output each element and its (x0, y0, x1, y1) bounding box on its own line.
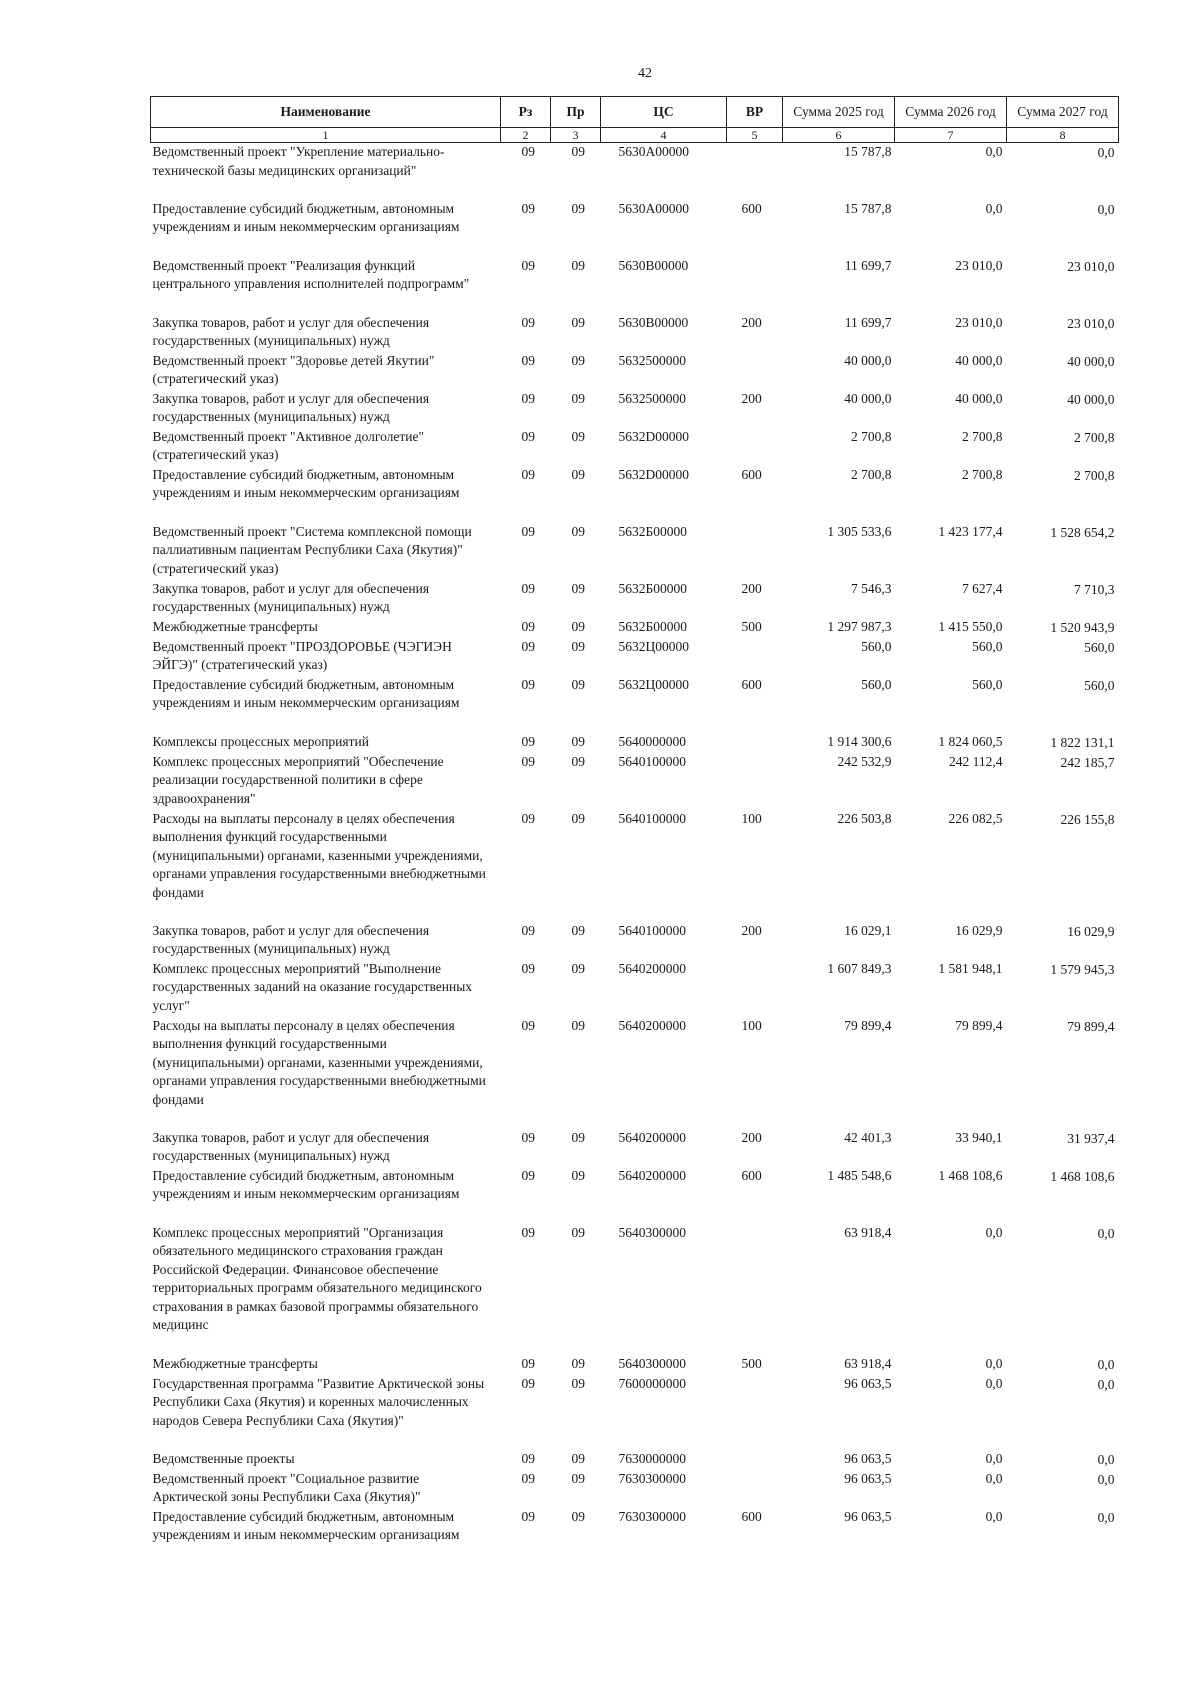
row-vr: 200 (741, 390, 762, 406)
row-sum-2025: 40 000,0 (844, 390, 892, 406)
header-rz: Рз (501, 97, 551, 128)
row-sum-2025: 96 063,5 (844, 1508, 892, 1524)
row-vr: 600 (741, 200, 762, 216)
row-vr: 600 (741, 676, 762, 692)
row-cs: 5640200000 (618, 1017, 686, 1033)
page-number: 42 (638, 66, 652, 81)
row-cs: 5640300000 (618, 1355, 686, 1371)
row-pr: 09 (571, 257, 585, 273)
row-vr: 600 (741, 1167, 762, 1183)
row-vr (727, 638, 783, 676)
row-rz: 09 (521, 1224, 535, 1240)
row-name: Ведомственный проект "Реализация функций центрального управления исполнителей подпрограмм" (152, 257, 470, 291)
row-vr (727, 352, 783, 390)
row-cs: 5640100000 (618, 753, 686, 769)
table-row (151, 200, 1119, 257)
row-sum-2027: 1 520 943,9 (1050, 619, 1115, 635)
row-sum-2027: 242 185,7 (1060, 754, 1115, 770)
row-vr: 100 (741, 1017, 762, 1033)
column-number: 5 (727, 128, 783, 143)
row-sum-2027: 226 155,8 (1060, 811, 1115, 827)
row-vr (727, 733, 783, 753)
row-rz: 09 (521, 200, 535, 216)
row-pr: 09 (571, 352, 585, 368)
row-cs: 5632D00000 (618, 466, 689, 482)
row-pr: 09 (571, 810, 585, 826)
table-row (151, 922, 1119, 960)
row-rz: 09 (521, 1129, 535, 1145)
row-sum-2025: 242 532,9 (837, 753, 892, 769)
header-vr: ВР (727, 97, 783, 128)
row-cs: 5640000000 (618, 733, 686, 749)
row-cs: 5632500000 (618, 352, 686, 368)
row-pr: 09 (571, 1129, 585, 1145)
row-rz: 09 (521, 144, 535, 159)
row-cs: 5630А00000 (618, 144, 689, 159)
row-sum-2026: 560,0 (972, 638, 1003, 654)
row-sum-2027: 1 822 131,1 (1050, 734, 1115, 750)
row-sum-2026: 23 010,0 (955, 257, 1003, 273)
row-pr: 09 (571, 676, 585, 692)
row-name: Комплексы процессных мероприятий (152, 733, 369, 749)
row-name: Закупка товаров, работ и услуг для обеспечения государственных (муниципальных) нужд (152, 390, 430, 424)
table-row (151, 810, 1119, 922)
row-sum-2027: 0,0 (1097, 1356, 1115, 1372)
row-name: Предоставление субсидий бюджетным, автономным учреждениям и иным некоммерческим организациям (152, 676, 460, 710)
row-sum-2025: 15 787,8 (844, 144, 892, 159)
row-sum-2027: 1 579 945,3 (1050, 961, 1115, 977)
row-vr: 200 (741, 922, 762, 938)
row-name: Ведомственный проект "Укрепление материально-технической базы медицинских организаций" (152, 144, 445, 178)
row-cs: 5640300000 (618, 1224, 686, 1240)
row-rz: 09 (521, 676, 535, 692)
row-rz: 09 (521, 960, 535, 976)
row-cs: 5632500000 (618, 390, 686, 406)
row-pr: 09 (571, 960, 585, 976)
row-sum-2026: 16 029,9 (955, 922, 1003, 938)
table-row (151, 1355, 1119, 1375)
row-cs: 5640200000 (618, 960, 686, 976)
row-rz: 09 (521, 352, 535, 368)
row-sum-2025: 79 899,4 (844, 1017, 892, 1033)
row-sum-2025: 63 918,4 (844, 1224, 892, 1240)
row-sum-2027: 560,0 (1084, 677, 1115, 693)
row-sum-2026: 0,0 (985, 144, 1003, 159)
row-name: Межбюджетные трансферты (152, 618, 318, 634)
row-sum-2026: 1 468 108,6 (938, 1167, 1003, 1183)
row-vr (727, 143, 783, 200)
table-row (151, 523, 1119, 580)
row-pr: 09 (571, 580, 585, 596)
table-row (151, 352, 1119, 390)
row-sum-2025: 1 297 987,3 (827, 618, 892, 634)
header-sum-2026: Сумма 2026 год (895, 97, 1007, 128)
row-pr: 09 (571, 1375, 585, 1391)
row-pr: 09 (571, 523, 585, 539)
row-vr (727, 523, 783, 580)
row-cs: 7630300000 (618, 1470, 686, 1486)
row-pr: 09 (571, 618, 585, 634)
row-sum-2025: 15 787,8 (844, 200, 892, 216)
row-cs: 5632Б00000 (618, 580, 688, 596)
table-row (151, 1450, 1119, 1470)
row-pr: 09 (571, 753, 585, 769)
row-sum-2027: 23 010,0 (1067, 315, 1115, 331)
header-name: Наименование (151, 97, 501, 128)
row-name: Ведомственный проект "Здоровье детей Якутии" (стратегический указ) (152, 352, 435, 386)
row-name: Закупка товаров, работ и услуг для обеспечения государственных (муниципальных) нужд (152, 580, 430, 614)
row-sum-2025: 560,0 (861, 638, 892, 654)
row-sum-2026: 79 899,4 (955, 1017, 1003, 1033)
row-sum-2027: 79 899,4 (1067, 1018, 1115, 1034)
row-cs: 5640100000 (618, 922, 686, 938)
row-sum-2026: 0,0 (985, 200, 1003, 216)
table-row (151, 618, 1119, 638)
row-name: Ведомственный проект "Социальное развитие Арктической зоны Республики Саха (Якутия)" (152, 1470, 421, 1504)
row-vr (727, 428, 783, 466)
row-vr: 200 (741, 580, 762, 596)
row-sum-2026: 1 581 948,1 (938, 960, 1003, 976)
row-pr: 09 (571, 144, 585, 159)
row-rz: 09 (521, 753, 535, 769)
row-rz: 09 (521, 1450, 535, 1466)
row-sum-2027: 0,0 (1097, 1225, 1115, 1241)
row-sum-2025: 7 546,3 (851, 580, 892, 596)
row-sum-2027: 23 010,0 (1067, 258, 1115, 274)
row-sum-2027: 0,0 (1097, 1376, 1115, 1392)
row-name: Предоставление субсидий бюджетным, автономным учреждениям и иным некоммерческим организациям (152, 200, 460, 234)
row-sum-2027: 1 528 654,2 (1050, 524, 1115, 540)
row-sum-2026: 40 000,0 (955, 390, 1003, 406)
row-rz: 09 (521, 1167, 535, 1183)
row-sum-2026: 0,0 (985, 1508, 1003, 1524)
budget-table (150, 96, 1119, 1546)
row-name: Расходы на выплаты персоналу в целях обеспечения выполнения функций государственными (муниципальными) органами, казенными учреждениями, органами управления государственными внебюджетными фондами (152, 1017, 486, 1107)
row-sum-2026: 33 940,1 (955, 1129, 1003, 1145)
row-vr: 600 (741, 466, 762, 482)
row-cs: 5632Ц00000 (618, 676, 689, 692)
row-vr: 200 (741, 1129, 762, 1145)
column-number: 2 (501, 128, 551, 143)
table-row (151, 143, 1119, 200)
row-rz: 09 (521, 810, 535, 826)
row-sum-2025: 96 063,5 (844, 1450, 892, 1466)
row-sum-2027: 0,0 (1097, 1471, 1115, 1487)
row-sum-2026: 242 112,4 (949, 753, 1003, 769)
row-sum-2027: 0,0 (1097, 145, 1115, 160)
row-vr: 100 (741, 810, 762, 826)
row-name: Комплекс процессных мероприятий "Выполнение государственных заданий на оказание государственных услуг" (152, 960, 473, 1013)
row-sum-2026: 1 423 177,4 (938, 523, 1003, 539)
row-sum-2025: 96 063,5 (844, 1375, 892, 1391)
row-vr (727, 1450, 783, 1470)
header-pr: Пр (551, 97, 601, 128)
row-rz: 09 (521, 1017, 535, 1033)
row-cs: 7630000000 (618, 1450, 686, 1466)
row-pr: 09 (571, 466, 585, 482)
row-pr: 09 (571, 922, 585, 938)
row-sum-2026: 7 627,4 (962, 580, 1003, 596)
row-cs: 5630В00000 (618, 314, 689, 330)
row-cs: 5630А00000 (618, 200, 689, 216)
row-sum-2025: 96 063,5 (844, 1470, 892, 1486)
row-sum-2026: 560,0 (972, 676, 1003, 692)
row-rz: 09 (521, 428, 535, 444)
row-cs: 7600000000 (618, 1375, 686, 1391)
row-cs: 5632D00000 (618, 428, 689, 444)
table-row (151, 1167, 1119, 1224)
row-rz: 09 (521, 733, 535, 749)
table-header (151, 97, 1119, 143)
row-sum-2027: 1 468 108,6 (1050, 1168, 1115, 1184)
row-rz: 09 (521, 638, 535, 654)
row-sum-2027: 40 000,0 (1067, 353, 1115, 369)
table-row (151, 314, 1119, 352)
row-sum-2025: 1 607 849,3 (827, 960, 892, 976)
table-row (151, 390, 1119, 428)
row-sum-2027: 31 937,4 (1067, 1130, 1115, 1146)
row-rz: 09 (521, 257, 535, 273)
row-rz: 09 (521, 1355, 535, 1371)
table-row (151, 733, 1119, 753)
row-sum-2025: 63 918,4 (844, 1355, 892, 1371)
row-rz: 09 (521, 466, 535, 482)
header-cs: ЦС (601, 97, 727, 128)
row-rz: 09 (521, 580, 535, 596)
row-sum-2026: 0,0 (985, 1470, 1003, 1486)
table-row (151, 1129, 1119, 1167)
header-sum-2027: Сумма 2027 год (1007, 97, 1119, 128)
row-name: Государственная программа "Развитие Арктической зоны Республики Саха (Якутия) и коренных малочисленных народов Севера Республики Саха (Якутия)" (152, 1375, 485, 1428)
row-sum-2026: 1 824 060,5 (938, 733, 1003, 749)
table-row (151, 1375, 1119, 1450)
row-pr: 09 (571, 200, 585, 216)
row-name: Ведомственный проект "ПРОЗДОРОВЬЕ (ЧЭГИЭН ЭЙГЭ)" (стратегический указ) (152, 638, 452, 672)
row-rz: 09 (521, 618, 535, 634)
row-vr (727, 753, 783, 810)
row-pr: 09 (571, 638, 585, 654)
row-name: Предоставление субсидий бюджетным, автономным учреждениям и иным некоммерческим организациям (152, 466, 460, 500)
table-row (151, 257, 1119, 314)
row-pr: 09 (571, 1450, 585, 1466)
row-sum-2027: 40 000,0 (1067, 391, 1115, 407)
column-number-row (151, 128, 1119, 143)
row-vr: 500 (741, 1355, 762, 1371)
row-cs: 5640200000 (618, 1167, 686, 1183)
row-sum-2026: 0,0 (985, 1355, 1003, 1371)
row-pr: 09 (571, 1017, 585, 1033)
row-name: Межбюджетные трансферты (152, 1355, 318, 1371)
row-sum-2027: 2 700,8 (1074, 467, 1115, 483)
row-vr (727, 960, 783, 1017)
row-sum-2027: 0,0 (1097, 1451, 1115, 1467)
row-pr: 09 (571, 428, 585, 444)
column-number: 7 (895, 128, 1007, 143)
row-pr: 09 (571, 1470, 585, 1486)
row-cs: 5632Ц00000 (618, 638, 689, 654)
row-vr (727, 1375, 783, 1450)
row-sum-2026: 1 415 550,0 (938, 618, 1003, 634)
row-sum-2026: 0,0 (985, 1450, 1003, 1466)
row-pr: 09 (571, 1167, 585, 1183)
row-vr: 200 (741, 314, 762, 330)
row-pr: 09 (571, 733, 585, 749)
row-sum-2025: 2 700,8 (851, 428, 892, 444)
row-name: Предоставление субсидий бюджетным, автономным учреждениям и иным некоммерческим организациям (152, 1167, 460, 1201)
row-cs: 5630В00000 (618, 257, 689, 273)
row-sum-2027: 0,0 (1097, 201, 1115, 217)
row-sum-2026: 2 700,8 (962, 428, 1003, 444)
row-pr: 09 (571, 1508, 585, 1524)
row-sum-2025: 1 914 300,6 (827, 733, 892, 749)
table-row (151, 753, 1119, 810)
table-row (151, 960, 1119, 1017)
table-row (151, 676, 1119, 733)
table-row (151, 1470, 1119, 1508)
row-sum-2025: 11 699,7 (844, 257, 892, 273)
row-name: Закупка товаров, работ и услуг для обеспечения государственных (муниципальных) нужд (152, 1129, 430, 1163)
table-row (151, 580, 1119, 618)
header-sum-2025: Сумма 2025 год (783, 97, 895, 128)
row-sum-2026: 23 010,0 (955, 314, 1003, 330)
row-name: Ведомственный проект "Активное долголетие" (стратегический указ) (152, 428, 425, 462)
row-sum-2025: 2 700,8 (851, 466, 892, 482)
row-cs: 5640100000 (618, 810, 686, 826)
column-number: 6 (783, 128, 895, 143)
row-cs: 5632Б00000 (618, 523, 688, 539)
table-row (151, 1508, 1119, 1546)
row-sum-2026: 2 700,8 (962, 466, 1003, 482)
row-sum-2026: 226 082,5 (948, 810, 1003, 826)
row-sum-2025: 226 503,8 (837, 810, 892, 826)
column-number: 4 (601, 128, 727, 143)
row-name: Ведомственный проект "Система комплексной помощи паллиативным пациентам Республики Саха (Якутия)" (стратегический указ) (152, 523, 472, 576)
row-sum-2027: 2 700,8 (1074, 429, 1115, 445)
row-rz: 09 (521, 390, 535, 406)
row-rz: 09 (521, 1470, 535, 1486)
row-rz: 09 (521, 314, 535, 330)
row-sum-2026: 40 000,0 (955, 352, 1003, 368)
row-pr: 09 (571, 1224, 585, 1240)
row-sum-2027: 0,0 (1097, 1509, 1115, 1525)
row-name: Закупка товаров, работ и услуг для обеспечения государственных (муниципальных) нужд (152, 922, 430, 956)
column-number: 1 (151, 128, 501, 143)
row-sum-2026: 0,0 (985, 1224, 1003, 1240)
row-sum-2025: 40 000,0 (844, 352, 892, 368)
row-pr: 09 (571, 1355, 585, 1371)
row-pr: 09 (571, 390, 585, 406)
row-sum-2025: 1 485 548,6 (827, 1167, 892, 1183)
table-row (151, 1017, 1119, 1129)
row-name: Ведомственные проекты (152, 1450, 295, 1466)
row-sum-2025: 560,0 (861, 676, 892, 692)
row-sum-2025: 11 699,7 (844, 314, 892, 330)
row-vr (727, 257, 783, 314)
table-body (151, 143, 1119, 1546)
row-name: Комплекс процессных мероприятий "Организация обязательного медицинского страхования граждан Российской Федерации. Финансовое обеспечение территориальных программ обязательного медицинского страхования в рамках базовой программы обязательного медицинс (152, 1224, 482, 1332)
row-sum-2027: 7 710,3 (1074, 581, 1115, 597)
row-cs: 7630300000 (618, 1508, 686, 1524)
row-sum-2025: 42 401,3 (844, 1129, 892, 1145)
row-name: Закупка товаров, работ и услуг для обеспечения государственных (муниципальных) нужд (152, 314, 430, 348)
row-sum-2025: 16 029,1 (844, 922, 892, 938)
table-row (151, 428, 1119, 466)
row-cs: 5632Б00000 (618, 618, 688, 634)
table-row (151, 466, 1119, 523)
row-name: Комплекс процессных мероприятий "Обеспечение реализации государственной политики в сфере здравоохранения" (152, 753, 444, 806)
row-rz: 09 (521, 523, 535, 539)
row-name: Предоставление субсидий бюджетным, автономным учреждениям и иным некоммерческим организациям (152, 1508, 460, 1542)
row-rz: 09 (521, 1508, 535, 1524)
row-vr: 500 (741, 618, 762, 634)
row-pr: 09 (571, 314, 585, 330)
row-sum-2027: 16 029,9 (1067, 923, 1115, 939)
column-number: 8 (1007, 128, 1119, 143)
row-vr (727, 1224, 783, 1355)
table-row (151, 1224, 1119, 1355)
row-sum-2025: 1 305 533,6 (827, 523, 892, 539)
row-sum-2027: 560,0 (1084, 639, 1115, 655)
column-number: 3 (551, 128, 601, 143)
row-name: Расходы на выплаты персоналу в целях обеспечения выполнения функций государственными (муниципальными) органами, казенными учреждениями, органами управления государственными внебюджетными фондами (152, 810, 486, 900)
row-rz: 09 (521, 1375, 535, 1391)
row-cs: 5640200000 (618, 1129, 686, 1145)
row-rz: 09 (521, 922, 535, 938)
row-vr (727, 1470, 783, 1508)
row-sum-2026: 0,0 (985, 1375, 1003, 1391)
table-row (151, 638, 1119, 676)
row-vr: 600 (741, 1508, 762, 1524)
